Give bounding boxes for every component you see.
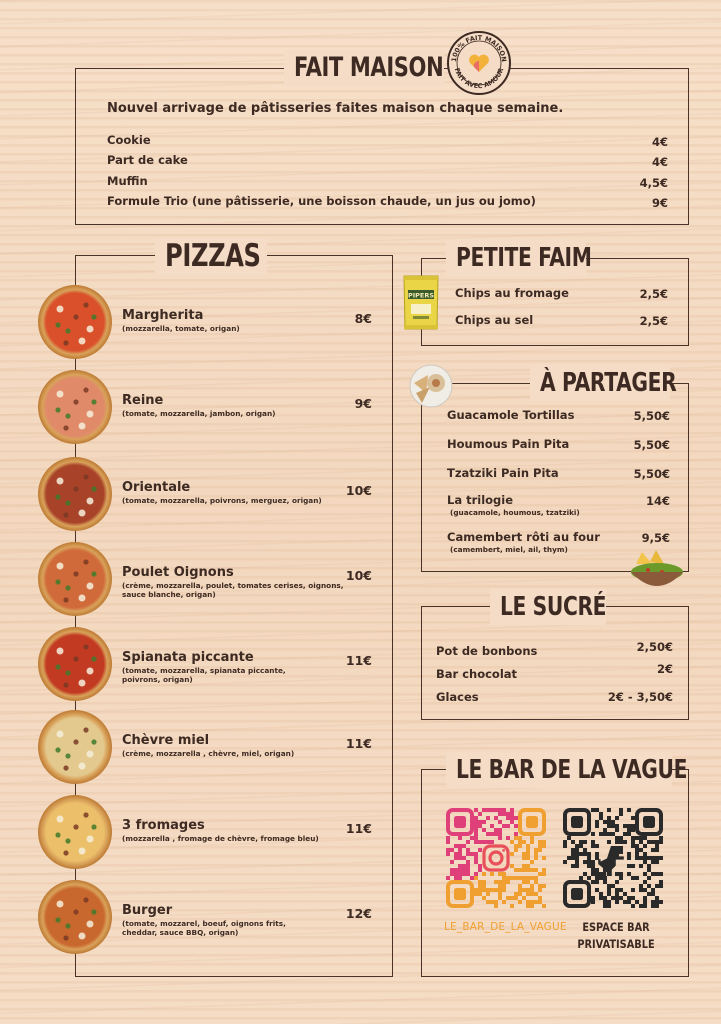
pizza-desc: (tomate, mozzarella, poivrons, merguez, origan) (122, 496, 322, 505)
pizza-desc: (mozzarella, tomate, origan) (122, 324, 240, 333)
a-partager-item-price: 5,50€ (633, 438, 670, 452)
a-partager-item-name: Camembert rôti au four (447, 530, 600, 544)
pizza-image (38, 627, 112, 701)
instagram-handle[interactable]: LE_BAR_DE_LA_VAGUE (444, 921, 567, 933)
pizza-image (38, 710, 112, 784)
pizza-image (38, 880, 112, 954)
pizzas-title-wrap (155, 238, 267, 274)
pizza-toppings (38, 542, 112, 616)
petite-faim-item-price: 2,5€ (639, 287, 668, 301)
badge-text-top: 100% FAIT MAISON (449, 33, 509, 63)
fait-maison-title: FAIT MAISON (294, 52, 444, 83)
pizza-price: 12€ (345, 906, 372, 921)
pizza-desc-line2: cheddar, sauce BBQ, origan) (122, 928, 239, 937)
fait-maison-item-price: 4€ (651, 155, 668, 169)
fait-maison-item-price: 9€ (651, 196, 668, 210)
a-partager-item-name: Houmous Pain Pita (447, 437, 570, 451)
le-sucre-item-price: 2€ (656, 662, 673, 676)
pizza-toppings (38, 457, 112, 531)
pizza-desc: (tomate, mozzarella, jambon, origan) (122, 409, 276, 418)
a-partager-item-name: La trilogie (447, 493, 514, 507)
pizza-price: 11€ (345, 736, 372, 751)
a-partager-item-name: Guacamole Tortillas (447, 408, 575, 422)
pizza-name: Poulet Oignons (122, 565, 234, 580)
pizza-toppings (38, 710, 112, 784)
pizza-toppings (38, 880, 112, 954)
a-partager-title-wrap (530, 365, 677, 401)
badge-text-bottom: FAIT AVEC AMOUR (452, 66, 506, 91)
pizza-name: Spianata piccante (122, 650, 254, 665)
pizzas-frame (75, 255, 393, 977)
pizza-desc: (crème, mozzarella, poulet, tomates cerises, oignons, (122, 581, 344, 590)
private-bar-line1: ESPACE BAR (582, 920, 650, 934)
petite-faim-item-price: 2,5€ (639, 314, 668, 328)
petite-faim-title: PETITE FAIM (456, 243, 592, 273)
pizza-name: Margherita (122, 308, 204, 323)
pizza-price: 10€ (345, 568, 372, 583)
a-partager-title: À PARTAGER (540, 368, 677, 398)
fait-maison-item-name: Part de cake (107, 153, 188, 167)
a-partager-item-name: Tzatziki Pain Pita (447, 466, 559, 480)
chips-bag-image (401, 274, 441, 331)
petite-faim-item-name: Chips au fromage (455, 286, 569, 300)
pizza-desc: (mozzarella , fromage de chèvre, fromage bleu) (122, 834, 319, 843)
private-bar-label (566, 919, 666, 953)
fait-maison-item-price: 4€ (651, 135, 668, 149)
pizza-price: 10€ (345, 483, 372, 498)
fait-maison-item-name: Formule Trio (une pâtisserie, une boisson chaude, un jus ou jomo) (107, 194, 536, 208)
le-sucre-item-name: Bar chocolat (436, 667, 518, 681)
a-partager-item-sub: (guacamole, houmous, tzatziki) (450, 508, 580, 517)
pizza-image (38, 795, 112, 869)
le-sucre-title: LE SUCRÉ (500, 592, 607, 622)
pizza-price: 8€ (354, 311, 372, 326)
fait-maison-intro: Nouvel arrivage de pâtisseries faites maison chaque semaine. (107, 101, 564, 116)
pizza-price: 11€ (345, 653, 372, 668)
fait-maison-badge (446, 30, 512, 96)
pizza-desc: (crème, mozzarella , chèvre, miel, origan) (122, 749, 295, 758)
guacamole-bowl-image (628, 548, 686, 594)
pizza-image (38, 285, 112, 359)
fait-maison-item-name: Muffin (107, 174, 148, 188)
pizza-desc-line2: sauce blanche, origan) (122, 590, 216, 599)
petite-faim-item-name: Chips au sel (455, 313, 534, 327)
pizza-toppings (38, 285, 112, 359)
fait-maison-item-price: 4,5€ (639, 176, 668, 190)
pizza-price: 9€ (354, 396, 372, 411)
le-sucre-item-name: Pot de bonbons (436, 644, 538, 658)
fait-maison-item-name: Cookie (107, 133, 151, 147)
pizza-toppings (38, 627, 112, 701)
pizza-image (38, 457, 112, 531)
pizza-name: Burger (122, 903, 173, 918)
pizza-name: 3 fromages (122, 818, 205, 833)
bar-title-wrap (446, 752, 688, 788)
pizza-name: Chèvre miel (122, 733, 210, 748)
pizza-name: Orientale (122, 480, 191, 495)
bar-title: LE BAR DE LA VAGUE (456, 755, 688, 785)
le-sucre-item-price: 2,50€ (636, 640, 673, 654)
a-partager-item-price: 5,50€ (633, 467, 670, 481)
pizza-desc: (tomate, mozzarella, spianata piccante, (122, 666, 286, 675)
pizza-desc-line2: poivrons, origan) (122, 675, 193, 684)
instagram-qr-code[interactable] (446, 808, 546, 908)
dinosaur-icon (598, 846, 624, 876)
pizza-name: Reine (122, 393, 164, 408)
a-partager-item-price: 14€ (645, 494, 670, 508)
a-partager-item-price: 5,50€ (633, 409, 670, 423)
le-sucre-item-name: Glaces (436, 690, 479, 704)
le-sucre-title-wrap (490, 589, 606, 625)
pizza-image (38, 370, 112, 444)
houmous-plate-image (408, 363, 454, 409)
petite-faim-title-wrap (446, 240, 592, 276)
instagram-icon (484, 846, 508, 870)
pizza-toppings (38, 370, 112, 444)
pizza-toppings (38, 795, 112, 869)
le-sucre-item-price: 2€ - 3,50€ (607, 690, 673, 704)
pizza-image (38, 542, 112, 616)
private-bar-qr-code[interactable] (563, 808, 663, 908)
pizza-price: 11€ (345, 821, 372, 836)
fait-maison-title-wrap (284, 50, 444, 86)
chips-brand: PIPERS (407, 291, 435, 300)
a-partager-item-price: 9,5€ (641, 531, 670, 545)
pizzas-title: PIZZAS (165, 238, 261, 274)
pizza-desc: (tomate, mozzarel, boeuf, oignons frits, (122, 919, 286, 928)
a-partager-item-sub: (camembert, miel, ail, thym) (450, 545, 568, 554)
private-bar-line2: PRIVATISABLE (577, 937, 655, 951)
